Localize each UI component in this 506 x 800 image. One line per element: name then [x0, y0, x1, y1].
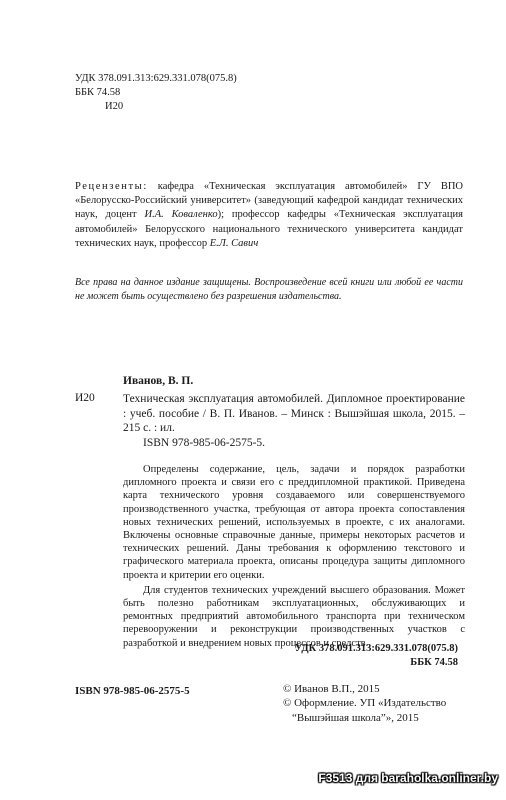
- author-mark: И20: [105, 101, 124, 112]
- copyright-design: © Оформление. УП «Издательство: [283, 697, 447, 710]
- copyright-author: © Иванов В.П., 2015: [283, 683, 380, 695]
- udk-code: УДК 378.091.313:629.331.078(075.8): [75, 73, 237, 84]
- bibliographic-entry: [123, 392, 465, 450]
- copyright-publisher: “Вышэйшая школа”», 2015: [292, 711, 419, 724]
- catalog-footer: [295, 642, 458, 670]
- abstract-paragraph-2: Для студентов технических учреждений высшего образования. Может быть полезно работникам эксплуатационных, обслуживающих и ремонтных предприятий автомобильного транспорта при техническом перевооружении и реконструкции производственных участков с разработкой и внедрением новых процессов и средств.: [123, 584, 465, 649]
- abstract: [123, 463, 465, 650]
- udk-code-bottom: УДК 378.091.313:629.331.078(075.8): [294, 643, 458, 654]
- copyright-block: [283, 682, 446, 725]
- watermark: F3513 для baraholka.onliner.by: [318, 771, 498, 785]
- reviewers-text-1: кафедра «Техническая эксплуатация автомобилей» ГУ ВПО «Белорусско-Российский университет» (заведующий кафедрой кандидат технических наук, доцент: [75, 181, 463, 221]
- reviewer-name-1: И.А. Коваленко: [144, 209, 218, 221]
- bibliographic-isbn: ISBN 978-985-06-2575-5.: [143, 436, 266, 449]
- book-author: Иванов, В. П.: [123, 375, 194, 387]
- bbk-code-bottom: ББК 74.58: [410, 657, 458, 668]
- reviewers-lead: Рецензенты:: [75, 181, 148, 192]
- bbk-code: ББК 74.58: [75, 87, 121, 98]
- bibliographic-description: Техническая эксплуатация автомобилей. Дипломное проектирование : учеб. пособие / В. П. Иванов. – Минск : Вышэйшая школа, 2015. – 215 с. : ил.: [123, 393, 465, 435]
- reviewer-name-2: Е.Л. Савич: [209, 237, 259, 249]
- abstract-paragraph-1: Определены содержание, цель, задачи и порядок разработки дипломного проекта и связи его с преддипломной практикой. Приведена карта технического уровня создаваемого или совершенствуемого производственного участка, требующая от автора проекта сопоставления новых технических решений, используемых в проекте, с их аналогами. Включены основные справочные данные, примеры некоторых расчетов и технических решений. Даны требования к оформлению текстового и графического материала проекта, описаны процедура защиты дипломного проекта и критерии его оценки.: [123, 464, 465, 581]
- reviewers-text-2: ); профессор кафедры «Техническая эксплуатация автомобилей» Белорусского национального технического университета кандидат технических наук, профессор: [75, 209, 463, 249]
- author-code: И20: [75, 392, 95, 404]
- catalog-header: [75, 72, 237, 114]
- reviewers-paragraph: [75, 180, 463, 251]
- isbn-bottom: ISBN 978-985-06-2575-5: [75, 685, 190, 697]
- rights-notice: Все права на данное издание защищены. Воспроизведение всей книги или любой ее части не может быть осуществлено без разрешения издательства.: [75, 277, 463, 302]
